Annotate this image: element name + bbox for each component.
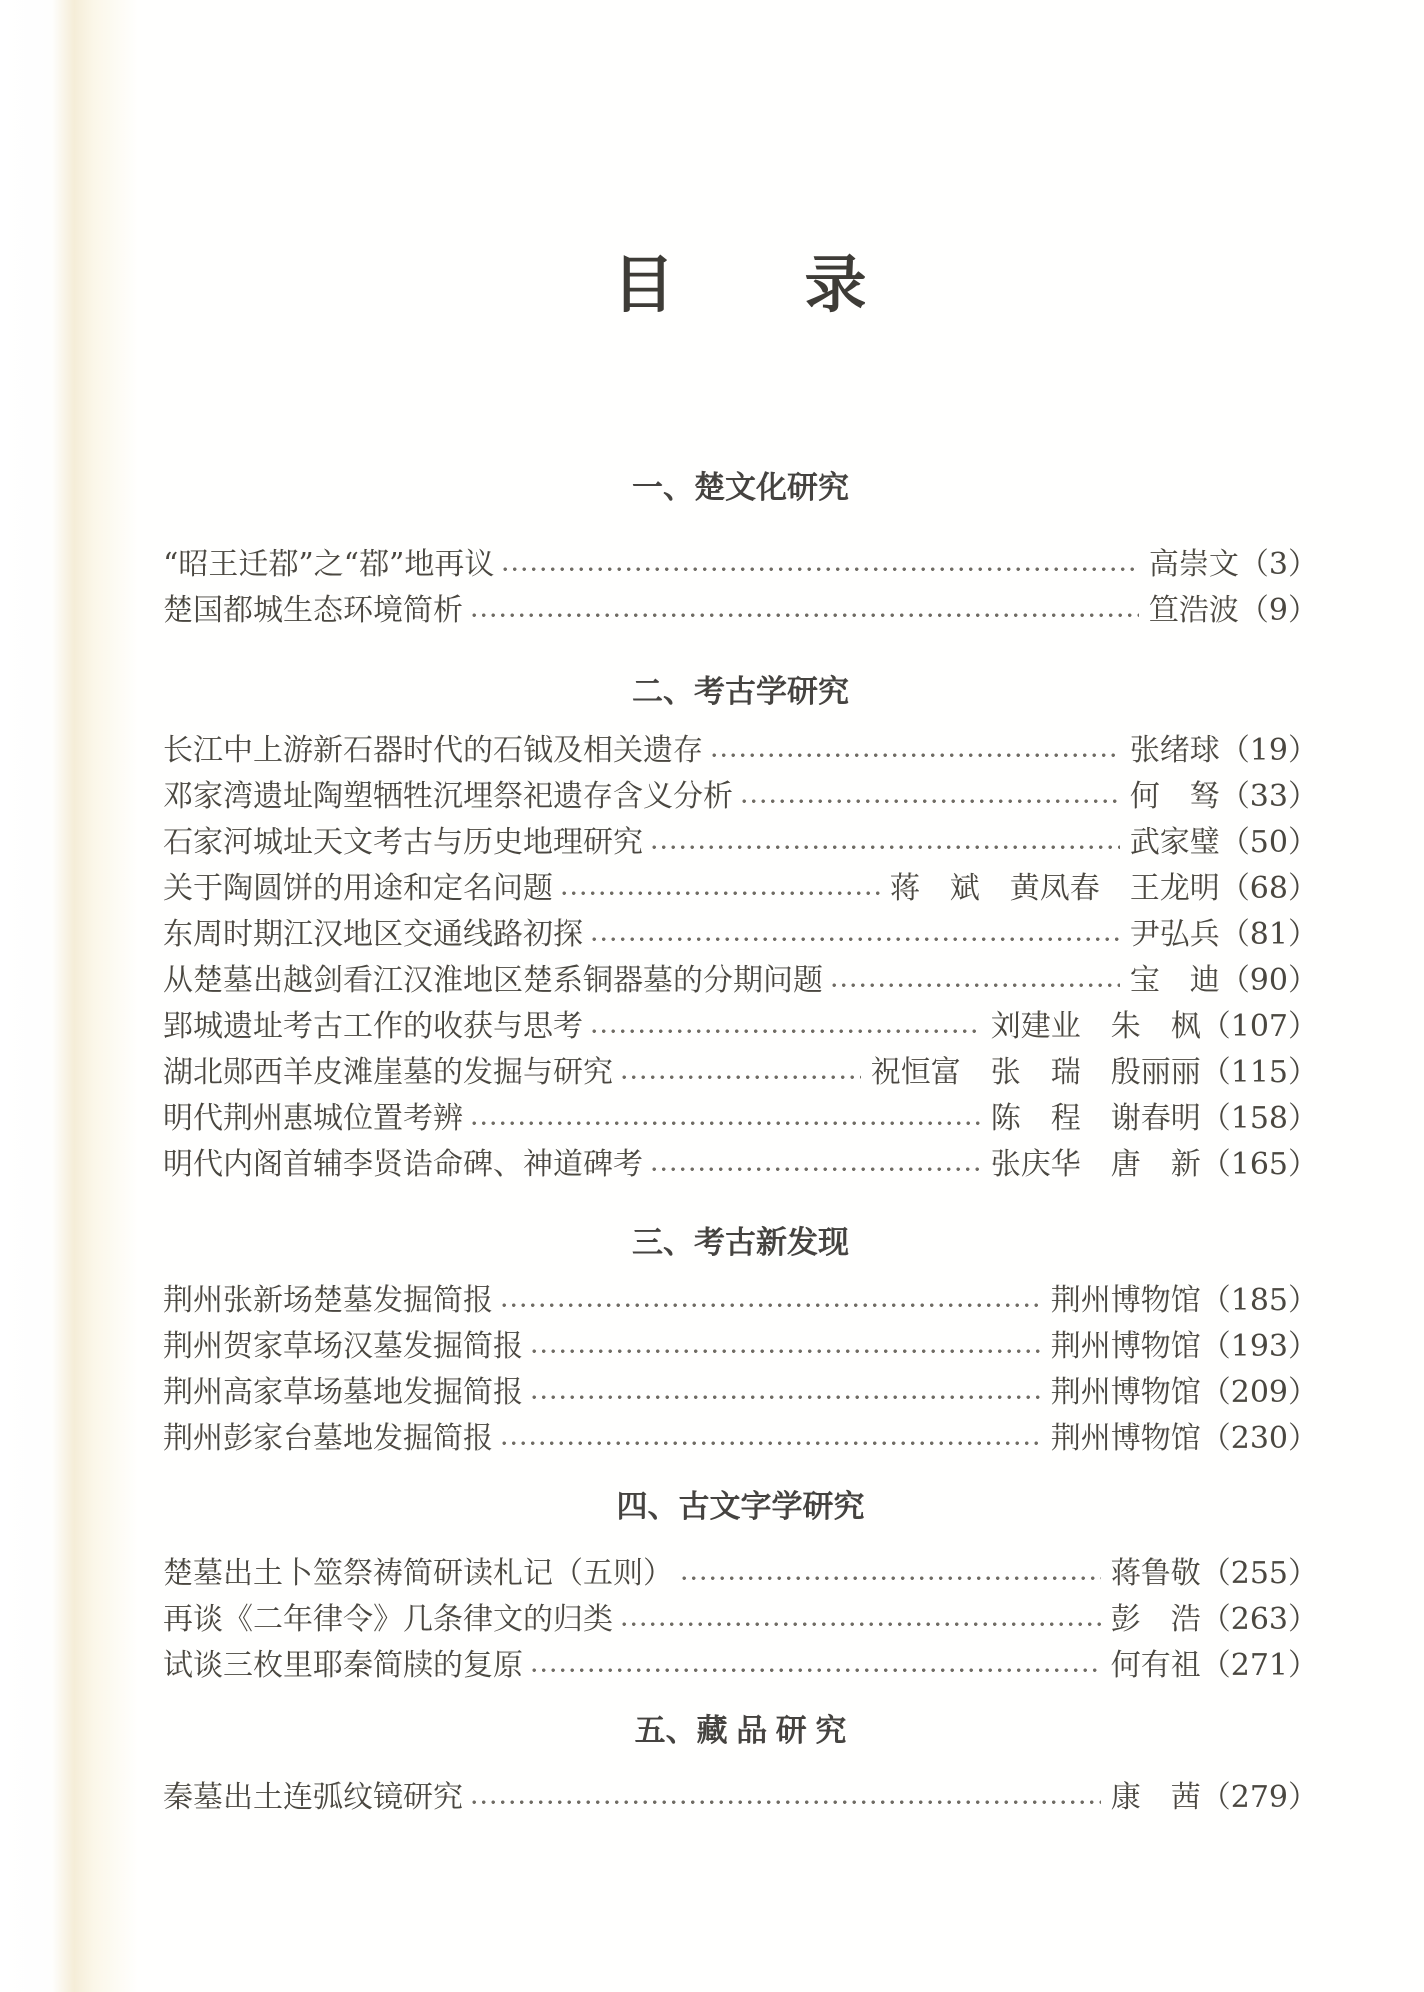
toc-entry — [163, 958, 1318, 1004]
entry-page: （50） — [1219, 825, 1318, 860]
toc-entry — [163, 1050, 1318, 1096]
toc-content — [163, 0, 1318, 1821]
dot-leader — [622, 1621, 1101, 1628]
entry-title: 荆州高家草场墓地发掘简报 — [163, 1375, 523, 1410]
dot-leader — [532, 1394, 1041, 1401]
toc-entry — [163, 1597, 1318, 1643]
entry-title: 试谈三枚里耶秦简牍的复原 — [163, 1648, 523, 1683]
toc-entry — [163, 866, 1318, 912]
section-entries — [163, 1551, 1318, 1689]
toc-entry — [163, 1643, 1318, 1689]
entry-page: （19） — [1219, 733, 1318, 768]
entry-page: （115） — [1200, 1055, 1318, 1090]
entry-page: （263） — [1200, 1602, 1318, 1637]
section-heading: 二、考古学研究 — [632, 674, 849, 709]
entry-authors: 陈 程 谢春明 — [990, 1101, 1201, 1136]
dot-leader — [472, 1799, 1101, 1806]
entry-authors: 荆州博物馆 — [1050, 1329, 1201, 1364]
section-entries — [163, 1278, 1318, 1462]
entry-authors: 张绪球 — [1129, 733, 1220, 768]
section-entries — [163, 542, 1318, 634]
entry-authors: 彭 浩 — [1110, 1602, 1201, 1637]
toc-entry — [163, 588, 1318, 634]
entry-title: 荆州贺家草场汉墓发掘简报 — [163, 1329, 523, 1364]
dot-leader — [532, 1667, 1101, 1674]
entry-title: 楚国都城生态环境简析 — [163, 593, 463, 628]
entry-page: （107） — [1200, 1009, 1318, 1044]
entry-authors: 蒋 斌 黄凤春 王龙明 — [889, 871, 1220, 906]
section-entries — [163, 728, 1318, 1188]
entry-page: （158） — [1200, 1101, 1318, 1136]
toc-entry — [163, 1416, 1318, 1462]
dot-leader — [502, 1440, 1041, 1447]
dot-leader — [472, 1120, 981, 1127]
dot-leader — [682, 1575, 1101, 1582]
page-title: 目 录 — [612, 248, 869, 321]
dot-leader — [712, 752, 1120, 759]
toc-entry — [163, 1096, 1318, 1142]
entry-authors: 何有祖 — [1110, 1648, 1201, 1683]
toc-section — [163, 470, 1318, 634]
entry-page: （255） — [1200, 1556, 1318, 1591]
entry-authors: 高崇文 — [1148, 547, 1239, 582]
entry-title: 荆州张新场楚墓发掘简报 — [163, 1283, 493, 1318]
dot-leader — [502, 1302, 1041, 1309]
entry-authors: 祝恒富 张 瑞 殷丽丽 — [870, 1055, 1201, 1090]
toc-section — [163, 1713, 1318, 1821]
toc-entry — [163, 1324, 1318, 1370]
entry-title: 楚墓出土卜筮祭祷简研读札记（五则） — [163, 1556, 673, 1591]
entry-page: （271） — [1200, 1648, 1318, 1683]
entry-title: 再谈《二年律令》几条律文的归类 — [163, 1602, 613, 1637]
entry-authors: 蒋鲁敬 — [1110, 1556, 1201, 1591]
section-heading: 三、考古新发现 — [632, 1225, 849, 1260]
section-heading: 一、楚文化研究 — [632, 470, 849, 505]
dot-leader — [742, 798, 1120, 805]
dot-leader — [622, 1074, 861, 1081]
entry-authors: 荆州博物馆 — [1050, 1375, 1201, 1410]
dot-leader — [562, 890, 880, 897]
entry-page: （279） — [1200, 1780, 1318, 1815]
toc-entry — [163, 912, 1318, 958]
entry-authors: 荆州博物馆 — [1050, 1421, 1201, 1456]
entry-title: 湖北郧西羊皮滩崖墓的发掘与研究 — [163, 1055, 613, 1090]
section-heading: 四、古文字学研究 — [616, 1489, 865, 1524]
entry-title: 长江中上游新石器时代的石钺及相关遗存 — [163, 733, 703, 768]
entry-authors: 尹弘兵 — [1129, 917, 1220, 952]
entry-authors: 张庆华 唐 新 — [990, 1147, 1201, 1182]
dot-leader — [592, 936, 1120, 943]
entry-authors: 康 茜 — [1110, 1780, 1201, 1815]
dot-leader — [832, 982, 1120, 989]
toc-entry — [163, 542, 1318, 588]
dot-leader — [592, 1028, 981, 1035]
toc-entry — [163, 1142, 1318, 1188]
entry-page: （165） — [1200, 1147, 1318, 1182]
entry-page: （81） — [1219, 917, 1318, 952]
toc-entry — [163, 820, 1318, 866]
dot-leader — [472, 612, 1139, 619]
dot-leader — [532, 1348, 1041, 1355]
entry-page: （9） — [1238, 593, 1318, 628]
entry-page: （68） — [1219, 871, 1318, 906]
toc-section — [163, 674, 1318, 1188]
entry-title: 邓家湾遗址陶塑牺牲沉埋祭祀遗存含义分析 — [163, 779, 733, 814]
entry-title: 石家河城址天文考古与历史地理研究 — [163, 825, 643, 860]
dot-leader — [652, 1166, 981, 1173]
entry-authors: 刘建业 朱 枫 — [990, 1009, 1201, 1044]
toc-section — [163, 1489, 1318, 1689]
entry-title: 东周时期江汉地区交通线路初探 — [163, 917, 583, 952]
toc-entry — [163, 1775, 1318, 1821]
entry-authors: 何 驽 — [1129, 779, 1220, 814]
toc-section — [163, 1225, 1318, 1462]
toc-entry — [163, 728, 1318, 774]
entry-page: （185） — [1200, 1283, 1318, 1318]
entry-authors: 荆州博物馆 — [1050, 1283, 1201, 1318]
section-entries — [163, 1775, 1318, 1821]
entry-title: 秦墓出土连弧纹镜研究 — [163, 1780, 463, 1815]
entry-page: （3） — [1238, 547, 1318, 582]
entry-authors: 宝 迪 — [1129, 963, 1220, 998]
toc-entry — [163, 1370, 1318, 1416]
entry-authors: 武家璧 — [1129, 825, 1220, 860]
entry-title: 郢城遗址考古工作的收获与思考 — [163, 1009, 583, 1044]
toc-entry — [163, 1278, 1318, 1324]
entry-page: （193） — [1200, 1329, 1318, 1364]
section-heading: 五、藏 品 研 究 — [634, 1713, 847, 1748]
entry-title: 明代荆州惠城位置考辨 — [163, 1101, 463, 1136]
entry-title: 荆州彭家台墓地发掘简报 — [163, 1421, 493, 1456]
entry-authors: 笪浩波 — [1148, 593, 1239, 628]
entry-page: （230） — [1200, 1421, 1318, 1456]
dot-leader — [652, 844, 1120, 851]
entry-title: 从楚墓出越剑看江汉淮地区楚系铜器墓的分期问题 — [163, 963, 823, 998]
toc-entry — [163, 1004, 1318, 1050]
entry-title: 明代内阁首辅李贤诰命碑、神道碑考 — [163, 1147, 643, 1182]
entry-page: （90） — [1219, 963, 1318, 998]
entry-title: “昭王迁鄀”之“鄀”地再议 — [163, 547, 495, 582]
toc-entry — [163, 1551, 1318, 1597]
entry-page: （33） — [1219, 779, 1318, 814]
entry-title: 关于陶圆饼的用途和定名问题 — [163, 871, 553, 906]
entry-page: （209） — [1200, 1375, 1318, 1410]
dot-leader — [503, 566, 1139, 573]
toc-entry — [163, 774, 1318, 820]
